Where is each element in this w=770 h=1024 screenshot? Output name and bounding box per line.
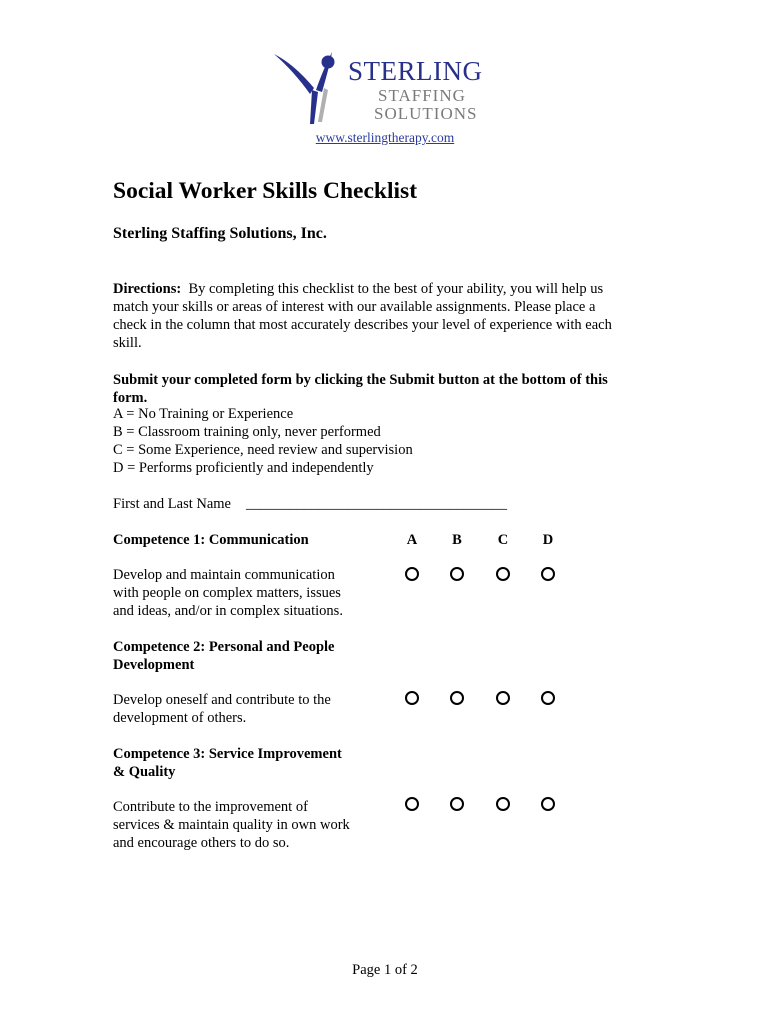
competence-3-heading [113,745,373,781]
competence-2-skill [113,691,373,727]
logo-subtext-line1: STAFFING [378,86,466,105]
page-number: Page 1 of 2 [352,962,418,978]
company-logo [270,48,510,128]
competence-1-heading [113,531,373,549]
competence-1-radio-a[interactable] [405,567,419,581]
competence-3-radio-c[interactable] [496,797,510,811]
column-header-b: B [452,532,462,548]
competence-1-heading-line1: Competence 1: Communication [113,532,309,548]
competence-2-heading-line2: Development [113,657,195,673]
competence-3-skill-line3: and encourage others to do so. [113,835,290,851]
competence-3-skill [113,798,373,852]
competence-3-radio-d[interactable] [541,797,555,811]
competence-2-heading [113,638,373,674]
directions-line1 [113,280,653,298]
competence-3-heading-line1: Competence 3: Service Improvement [113,746,342,762]
competence-3-heading-line2: & Quality [113,764,176,780]
competence-1-skill-line3: and ideas, and/or in complex situations. [113,603,343,619]
logo-brand-text: STERLING [348,56,483,86]
competence-2-radio-d[interactable] [541,691,555,705]
competence-2-radio-b[interactable] [450,691,464,705]
rating-legend [113,405,653,477]
name-field-label: First and Last Name [113,496,231,512]
submit-note-line2: form. [113,390,148,406]
legend-item-b: B = Classroom training only, never performed [113,424,381,440]
column-header-c: C [497,532,509,548]
competence-2-skill-line1: Develop oneself and contribute to the [113,692,331,708]
competence-3-skill-line1: Contribute to the improvement of [113,799,308,815]
competence-1-radio-b[interactable] [450,567,464,581]
directions-line2: match your skills or areas of interest with our available assignments. Please place a [113,299,596,315]
competence-3-radio-b[interactable] [450,797,464,811]
legend-item-d: D = Performs proficiently and independently [113,460,374,476]
legend-item-a: A = No Training or Experience [113,406,294,422]
directions-line4: skill. [113,335,142,351]
competence-3-skill-line2: services & maintain quality in own work [113,817,350,833]
directions-text-line1: By completing this checklist to the best of your ability, you will help us [188,281,604,297]
name-field-blank[interactable]: ____________________________________ [246,496,507,512]
submit-note-line1: Submit your completed form by clicking the Submit button at the bottom of this [113,372,608,388]
competence-2-radio-a[interactable] [405,691,419,705]
column-header-a: A [406,532,418,548]
directions-line3: check in the column that most accurately describes your level of experience with each [113,317,612,333]
company-name: Sterling Staffing Solutions, Inc. [113,225,327,242]
competence-1-skill [113,566,373,620]
competence-1-skill-line2: with people on complex matters, issues [113,585,341,601]
website-link[interactable]: www.sterlingtherapy.com [315,130,455,145]
competence-2-radio-c[interactable] [496,691,510,705]
competence-2-heading-line1: Competence 2: Personal and People [113,639,335,655]
column-header-d: D [542,532,554,548]
page-title: Social Worker Skills Checklist [113,178,418,204]
stick-figure-logo-icon [270,48,352,128]
competence-1-radio-c[interactable] [496,567,510,581]
competence-1-radio-d[interactable] [541,567,555,581]
submit-note [113,371,653,407]
legend-item-c: C = Some Experience, need review and supervision [113,442,413,458]
directions-label: Directions: [113,281,182,297]
competence-1-skill-line1: Develop and maintain communication [113,567,335,583]
directions-paragraph [113,280,653,352]
competence-3-radio-a[interactable] [405,797,419,811]
logo-subtext-line2: SOLUTIONS [374,104,478,123]
competence-2-skill-line2: development of others. [113,710,247,726]
